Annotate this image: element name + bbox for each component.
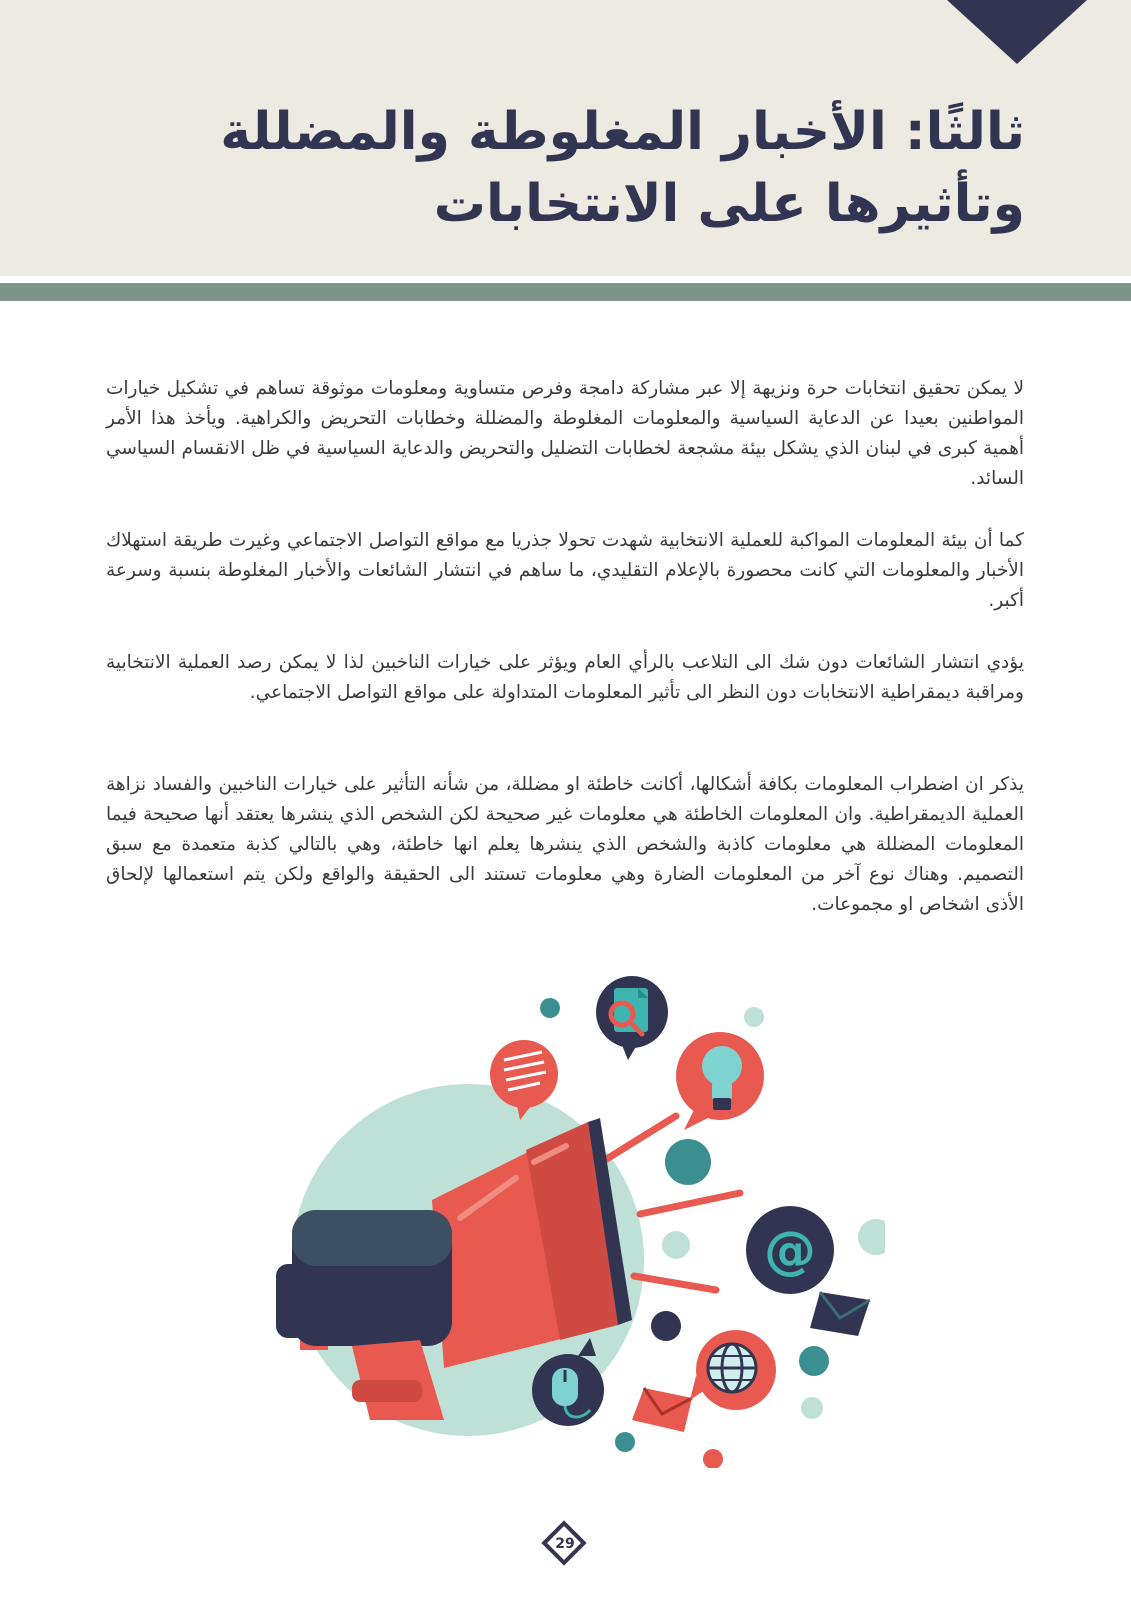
- sound-line: [605, 1116, 676, 1160]
- title-line-1: ثالثًا: الأخبار المغلوطة والمضللة: [220, 102, 1025, 162]
- dot: [651, 1311, 681, 1341]
- page-number: 29: [555, 1536, 575, 1552]
- title-line-2: وتأثيرها على الانتخابات: [433, 174, 1025, 234]
- sound-line: [640, 1193, 740, 1214]
- page-title: [125, 96, 1025, 240]
- globe-icon: [690, 1330, 776, 1410]
- sound-line: [634, 1276, 716, 1290]
- dot: [858, 1219, 885, 1255]
- megaphone-illustration: [265, 968, 885, 1468]
- svg-text:@: @: [764, 1221, 816, 1281]
- paragraph-4: يذكر ان اضطراب المعلومات بكافة أشكالها، أكانت خاطئة او مضللة، من شأنه التأثير على خيارات الناخبين والفساد نزاهة العملية الديمقراطية. وان المعلومات الخاطئة هي معلومات غير صحيحة لكن الشخص الذي ينشرها يعتقد أنها صحيحة فيما المعلومات المضللة هي معلومات كاذبة والشخص الذي ينشرها يعلم انها خاطئة، وهي بالتالي كذبة متعمدة مع سبق التصميم. وهناك نوع آخر من المعلومات الضارة وهي معلومات تستند الى الحقيقة والواقع ولكن يتم استعمالها لإلحاق الأذى اشخاص او مجموعات.: [106, 774, 1024, 915]
- lightbulb-icon: [676, 1032, 764, 1130]
- corner-triangle: [947, 0, 1087, 64]
- dot: [744, 1007, 764, 1027]
- dot: [799, 1346, 829, 1376]
- paragraph-1: لا يمكن تحقيق انتخابات حرة ونزيهة إلا عبر مشاركة دامجة وفرص متساوية ومعلومات موثوقة تساهم في تشكيل خيارات المواطنين بعيدا عن الدعاية السياسية والمعلومات المغلوطة والمضللة وخطابات التحريض والكراهية. ويأخذ هذا الأمر أهمية كبرى في لبنان الذي يشكل بيئة مشجعة لخطابات التضليل والتحريض والدعاية السياسية في ظل الانقسام السياسي السائد.: [106, 378, 1024, 489]
- page-number-badge: [541, 1520, 589, 1568]
- dot: [801, 1397, 823, 1419]
- dot: [703, 1449, 723, 1468]
- envelope-icon: [810, 1292, 870, 1336]
- dot: [540, 998, 560, 1018]
- envelope-icon: [632, 1388, 692, 1432]
- header-stripe: [0, 283, 1131, 301]
- dot: [615, 1432, 635, 1452]
- document-search-icon: [596, 976, 668, 1060]
- paragraph-2: كما أن بيئة المعلومات المواكبة للعملية الانتخابية شهدت تحولا جذريا مع مواقع التواصل الاجتماعي وغيرت طريقة استهلاك الأخبار والمعلومات التي كانت محصورة بالإعلام التقليدي، ما ساهم في انتشار الشائعات والأخبار المغلوطة بنسبة وسرعة أكبر.: [106, 530, 1024, 611]
- at-sign-icon: [746, 1206, 834, 1294]
- dot: [665, 1139, 711, 1185]
- paragraph-3: يؤدي انتشار الشائعات دون شك الى التلاعب بالرأي العام ويؤثر على خيارات الناخبين لذا لا يمكن رصد العملية الانتخابية ومراقبة ديمقراطية الانتخابات دون النظر الى تأثير المعلومات المتداولة على مواقع التواصل الاجتماعي.: [106, 652, 1024, 703]
- dot: [662, 1231, 690, 1259]
